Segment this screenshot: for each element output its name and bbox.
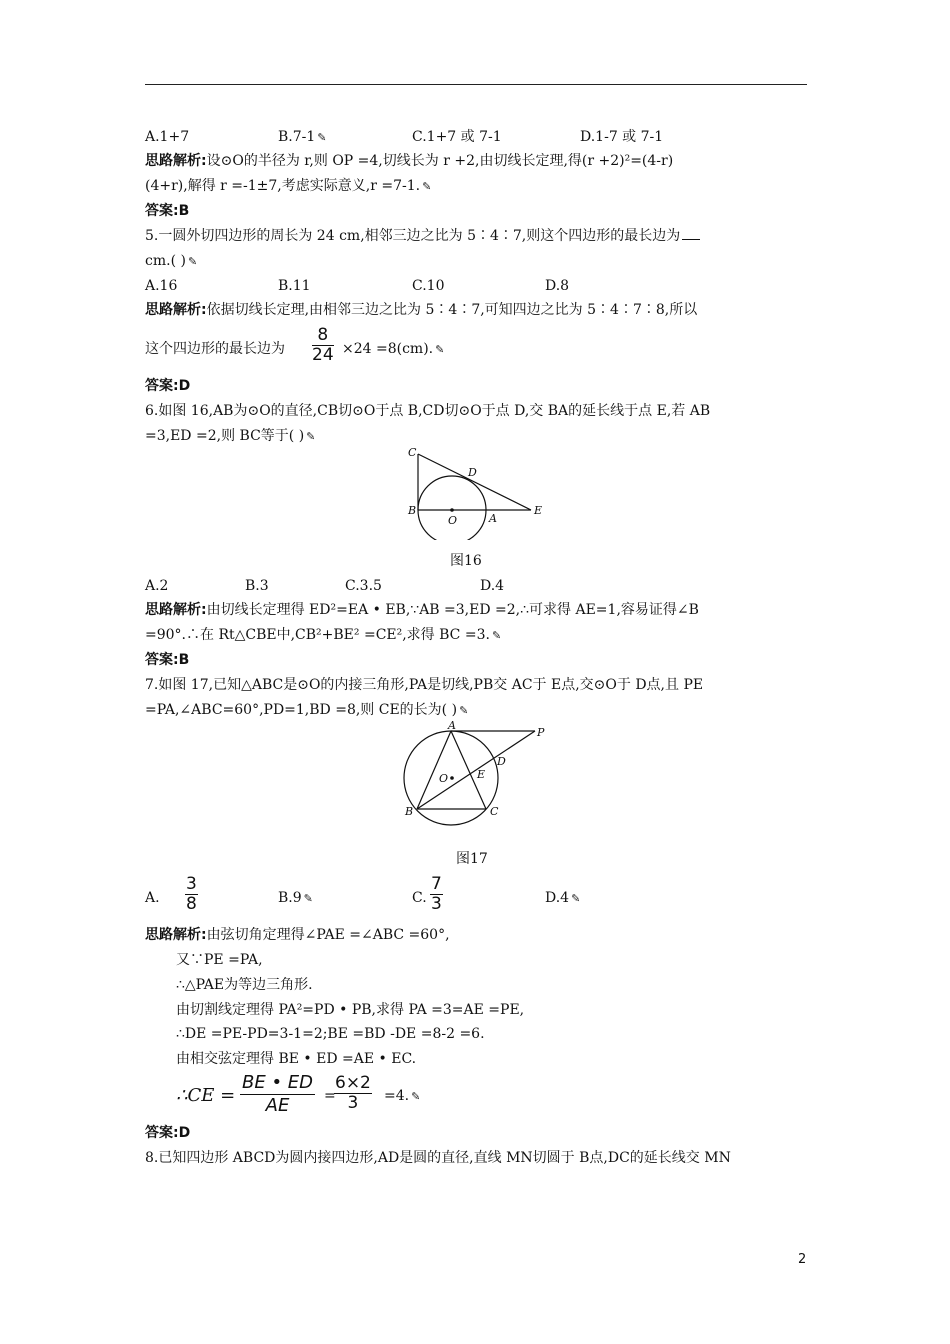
- circle-o: [418, 476, 486, 540]
- label-d: D: [497, 755, 506, 768]
- analysis-label: 思路解析:: [145, 302, 207, 318]
- mark-icon: ✎: [306, 430, 316, 443]
- answer-blank: [682, 229, 700, 240]
- q7-final-fraction: [240, 1072, 315, 1117]
- fraction-numerator: 7: [431, 874, 442, 894]
- q7-option-a-fraction: [185, 875, 198, 914]
- center-point: [450, 508, 454, 512]
- fraction-numerator: 8: [312, 326, 334, 346]
- q5-stem-line2: cm.( ) ✎: [145, 253, 198, 269]
- q7-final-eq: =: [324, 1088, 336, 1104]
- q4-answer: 答案:B: [145, 203, 190, 219]
- q6-option-d: D.4: [480, 578, 505, 594]
- mark-icon: ✎: [317, 131, 327, 144]
- figure-17-caption: 图17: [456, 851, 488, 867]
- label-o: O: [448, 514, 458, 527]
- q7-option-a-prefix: A.: [145, 890, 160, 906]
- fraction-numerator: BE • ED: [242, 1072, 314, 1093]
- q5-analysis-line2-suffix: ×24 =8(cm). ✎: [342, 341, 445, 357]
- q7-analysis-step1: 思路解析:由弦切角定理得∠PAE =∠ABC =60°,: [145, 927, 450, 943]
- segment-bp: [417, 731, 535, 809]
- mark-icon: ✎: [411, 1090, 421, 1103]
- q6-option-c: C.3.5: [345, 578, 382, 594]
- fraction-numerator: 3: [186, 874, 197, 894]
- label-a: A: [489, 512, 497, 525]
- q5-answer: 答案:D: [145, 378, 191, 394]
- q5-fraction: [312, 326, 334, 365]
- q4-option-b: B.7-1 ✎: [278, 129, 327, 145]
- label-c: C: [408, 446, 417, 459]
- q8-stem-line1: 8.已知四边形 ABCD为圆内接四边形,AD是圆的直径,直线 MN切圆于 B点,DC的延长线交 MN: [145, 1150, 731, 1166]
- label-c: C: [490, 805, 499, 818]
- fraction-denominator: 3: [347, 1093, 359, 1113]
- q7-option-c-prefix: C.: [412, 890, 427, 906]
- mark-icon: ✎: [422, 180, 432, 193]
- label-e: E: [534, 504, 543, 517]
- label-d: D: [468, 466, 477, 479]
- q5-option-d: D.8: [545, 278, 570, 294]
- q6-option-b: B.3: [245, 578, 269, 594]
- mark-icon: ✎: [187, 255, 198, 268]
- q4-option-a: A.1+7: [145, 129, 190, 145]
- q6-answer: 答案:B: [145, 652, 190, 668]
- segment-ce: [418, 454, 531, 510]
- mark-icon: ✎: [435, 343, 445, 356]
- fraction-denominator: 8: [186, 894, 197, 914]
- analysis-label: 思路解析:: [145, 927, 207, 943]
- q7-answer: 答案:D: [145, 1125, 191, 1141]
- mark-icon: ✎: [459, 704, 469, 717]
- label-b: B: [405, 805, 414, 818]
- label-a: A: [448, 720, 456, 732]
- mark-icon: ✎: [303, 892, 313, 905]
- header-rule: [145, 84, 807, 85]
- q7-analysis-step6: 由相交弦定理得 BE • ED =AE • EC.: [176, 1051, 417, 1067]
- figure-17: [395, 720, 555, 836]
- q5-analysis-line1: 思路解析:依据切线长定理,由相邻三边之比为 5∶4∶7,可知四边之比为 5∶4∶7∶8,所以: [145, 302, 698, 318]
- label-p: P: [537, 726, 545, 739]
- q7-final-fraction2: [334, 1074, 372, 1113]
- q7-final-prefix: ∴CE =: [176, 1085, 236, 1106]
- q4-analysis-line2: (4+r),解得 r =-1±7,考虑实际意义,r =7-1. ✎: [145, 178, 432, 194]
- q7-stem-line2: =PA,∠ABC=60°,PD=1,BD =8,则 CE的长为( ) ✎: [145, 702, 469, 718]
- figure-16-caption: 图16: [450, 553, 482, 569]
- analysis-label: 思路解析:: [145, 153, 207, 169]
- mark-icon: ✎: [491, 629, 502, 642]
- q6-stem-line1: 6.如图 16,AB为⊙O的直径,CB切⊙O于点 B,CD切⊙O于点 D,交 BA的延长线于点 E,若 AB: [145, 403, 711, 419]
- q4-option-c: C.1+7 或 7-1: [412, 129, 502, 145]
- analysis-label: 思路解析:: [145, 602, 207, 618]
- q5-analysis-line2-prefix: 这个四边形的最长边为: [145, 341, 285, 357]
- q7-final-suffix: =4. ✎: [384, 1088, 421, 1104]
- q6-analysis-line2: =90°.∴在 Rt△CBE中,CB²+BE² =CE²,求得 BC =3. ✎: [145, 627, 502, 643]
- q7-analysis-step2: 又∵PE =PA,: [176, 952, 263, 968]
- fraction-denominator: AE: [265, 1095, 290, 1116]
- figure-16: [395, 440, 555, 540]
- q6-stem-line2: =3,ED =2,则 BC等于( ) ✎: [145, 428, 316, 444]
- q5-option-c: C.10: [412, 278, 445, 294]
- mark-icon: ✎: [571, 892, 581, 905]
- q5-option-a: A.16: [145, 278, 178, 294]
- q6-analysis-line1: 思路解析:由切线长定理得 ED²=EA • EB,∵AB =3,ED =2,∴可求得 AE=1,容易证得∠B: [145, 602, 699, 618]
- fraction-numerator: 6×2: [335, 1073, 371, 1093]
- q4-analysis-line1: 思路解析:设⊙O的半径为 r,则 OP =4,切线长为 r +2,由切线长定理,得(r +2)²=(4-r): [145, 153, 674, 169]
- q7-analysis-step4: 由切割线定理得 PA²=PD • PB,求得 PA =3=AE =PE,: [176, 1002, 525, 1018]
- label-b: B: [408, 504, 417, 517]
- q5-stem-line1: 5.一圆外切四边形的周长为 24 cm,相邻三边之比为 5∶4∶7,则这个四边形的最长边为: [145, 227, 700, 245]
- q7-analysis-step5: ∴DE =PE-PD=3-1=2;BE =BD -DE =8-2 =6.: [176, 1026, 485, 1042]
- q4-option-d: D.1-7 或 7-1: [580, 129, 664, 145]
- q7-option-d: D.4 ✎: [545, 890, 581, 906]
- fraction-denominator: 24: [312, 345, 334, 365]
- center-point: [450, 776, 454, 780]
- q7-analysis-step3: ∴△PAE为等边三角形.: [176, 977, 313, 993]
- q7-stem-line1: 7.如图 17,已知△ABC是⊙O的内接三角形,PA是切线,PB交 AC于 E点,交⊙O于 D点,且 PE: [145, 677, 704, 693]
- label-o: O: [439, 772, 449, 785]
- q7-option-b: B.9 ✎: [278, 890, 313, 906]
- fraction-denominator: 3: [431, 894, 442, 914]
- q6-option-a: A.2: [145, 578, 169, 594]
- q5-option-b: B.11: [278, 278, 311, 294]
- page-number: 2: [798, 1252, 807, 1267]
- label-e: E: [477, 768, 486, 781]
- q7-option-c-fraction: [430, 875, 443, 914]
